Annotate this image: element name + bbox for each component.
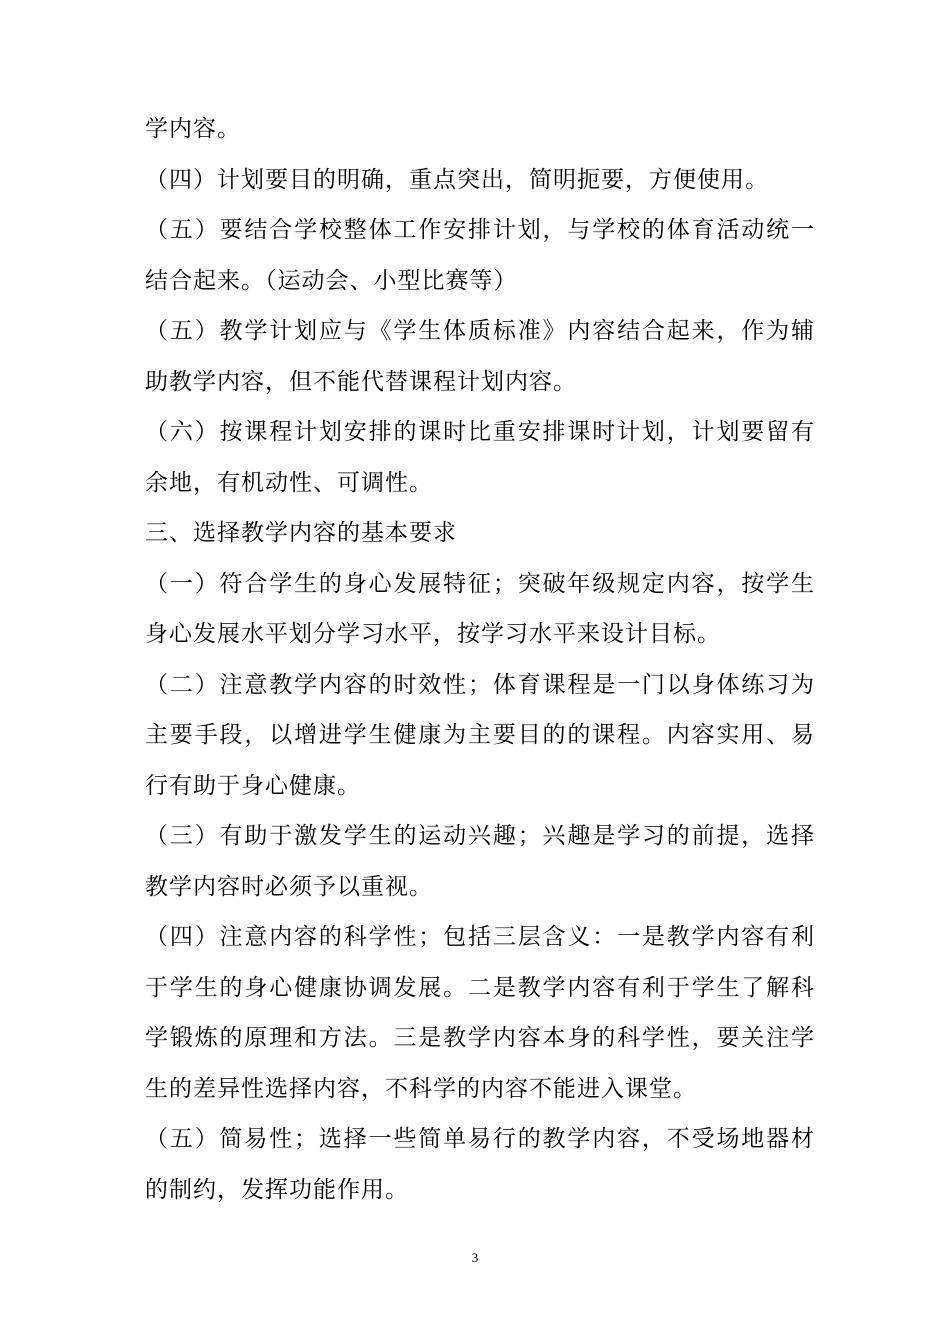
section-heading: 三、选择教学内容的基本要求 — [145, 520, 457, 546]
body-text — [145, 104, 815, 1215]
paragraph-5: （六）按课程计划安排的课时比重安排课时计划，计划要留有余地，有机动性、可调性。 — [145, 419, 815, 496]
paragraph-7: （一）符合学生的身心发展特征；突破年级规定内容，按学生身心发展水平划分学习水平，按学习水平来设计目标。 — [145, 570, 815, 647]
paragraph-2: （四）计划要目的明确，重点突出，简明扼要，方便使用。 — [145, 166, 769, 193]
paragraph-8: （二）注意教学内容的时效性；体育课程是一门以身体练习为主要手段，以增进学生健康为主要目的的课程。内容实用、易行有助于身心健康。 — [145, 671, 815, 799]
paragraph-1: 学内容。 — [145, 116, 241, 142]
paragraph-10: （四）注意内容的科学性；包括三层含义：一是教学内容有利于学生的身心健康协调发展。二是教学内容有利于学生了解科学锻炼的原理和方法。三是教学内容本身的科学性，要关注学生的差异性选择内容，不科学的内容不能进入课堂。 — [145, 924, 815, 1102]
paragraph-11: （五）简易性；选择一些简单易行的教学内容，不受场地器材的制约，发挥功能作用。 — [145, 1126, 815, 1203]
page-number: 3 — [471, 1250, 479, 1265]
paragraph-9: （三）有助于激发学生的运动兴趣；兴趣是学习的前提，选择教学内容时必须予以重视。 — [145, 823, 815, 900]
paragraph-3: （五）要结合学校整体工作安排计划，与学校的体育活动统一结合起来。（运动会、小型比赛等） — [145, 217, 815, 294]
paragraph-4: （五）教学计划应与《学生体质标准》内容结合起来，作为辅助教学内容，但不能代替课程计划内容。 — [145, 318, 815, 395]
